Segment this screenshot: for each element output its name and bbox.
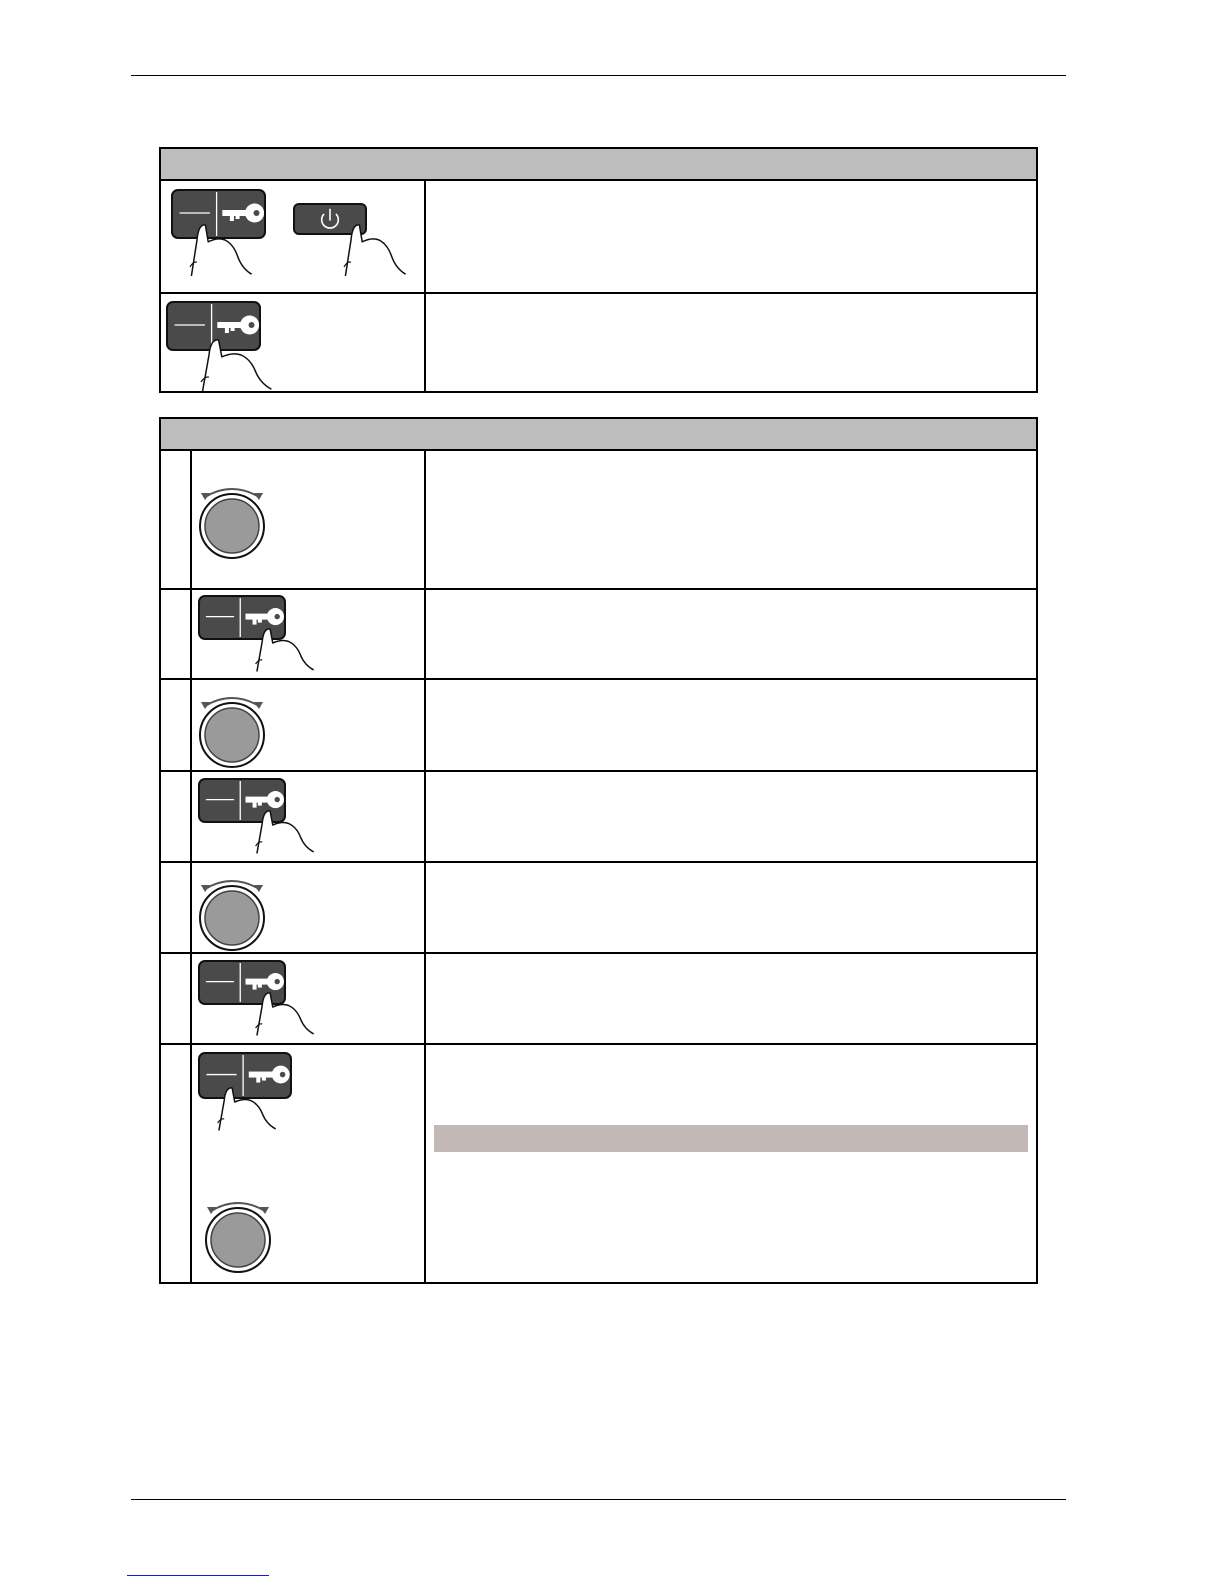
pointing-hand-icon <box>249 806 315 856</box>
icon-cell <box>161 181 424 292</box>
description-cell <box>426 451 1036 588</box>
description-cell <box>426 294 1036 391</box>
note-bar <box>434 1125 1028 1152</box>
pointing-hand-icon <box>249 624 315 674</box>
rotary-knob-icon <box>203 1193 273 1273</box>
table-row <box>161 1045 1036 1282</box>
table-row <box>161 772 1036 863</box>
table-header <box>161 149 1036 181</box>
table-header <box>161 419 1036 451</box>
icon-cell <box>161 294 424 391</box>
description-cell <box>426 1045 1036 1282</box>
settings-table <box>159 417 1038 1284</box>
table-row <box>161 294 1036 391</box>
footer-rule <box>131 1499 1066 1500</box>
table-row <box>161 590 1036 680</box>
table-row <box>161 181 1036 294</box>
rotary-knob-icon <box>197 479 267 559</box>
description-cell <box>426 772 1036 861</box>
pointing-hand-icon <box>211 1083 277 1133</box>
description-cell <box>426 680 1036 770</box>
rotary-knob-icon <box>197 871 267 951</box>
description-cell <box>426 863 1036 952</box>
lock-table <box>159 147 1038 393</box>
table-row <box>161 680 1036 772</box>
description-cell <box>426 954 1036 1043</box>
table-row <box>161 954 1036 1045</box>
header-rule <box>131 75 1066 76</box>
pointing-hand-icon <box>337 219 407 279</box>
pointing-hand-icon <box>249 988 315 1038</box>
description-cell <box>426 590 1036 678</box>
table-row <box>161 451 1036 590</box>
pointing-hand-icon <box>193 334 273 394</box>
table-row <box>161 863 1036 954</box>
pointing-hand-icon <box>183 219 253 279</box>
rotary-knob-icon <box>197 688 267 768</box>
description-cell <box>426 181 1036 292</box>
footer-link-underline[interactable] <box>127 1575 269 1576</box>
